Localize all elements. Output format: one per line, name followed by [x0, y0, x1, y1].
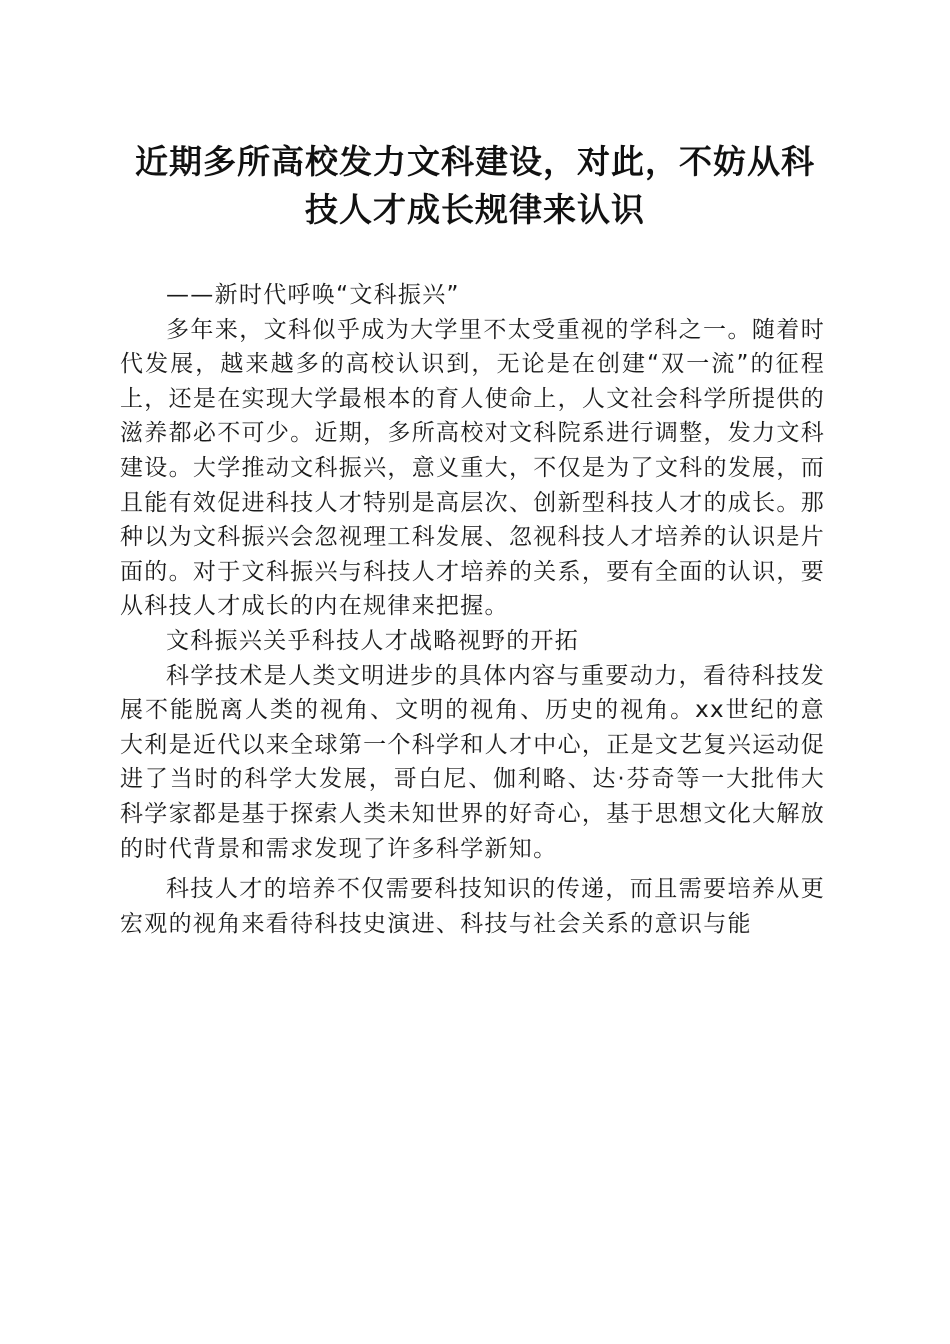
- paragraph-1: 多年来，文科似乎成为大学里不太受重视的学科之一。随着时代发展，越来越多的高校认识到，无论是在创建“双一流”的征程上，还是在实现大学最根本的育人使命上，人文社会科学所提供的滋养都必不可少。近期，多所高校对文科院系进行调整，发力文科建设。大学推动文科振兴，意义重大，不仅是为了文科的发展，而且能有效促进科技人才特别是高层次、创新型科技人才的成长。那种以为文科振兴会忽视理工科发展、忽视科技人才培养的认识是片面的。对于文科振兴与科技人才培养的关系，要有全面的认识，要从科技人才成长的内在规律来把握。: [120, 316, 825, 620]
- section-heading: 文科振兴关乎科技人才战略视野的开拓: [166, 627, 580, 654]
- subtitle: ——新时代呼唤“文科振兴”: [166, 282, 460, 308]
- paragraph-2: 科学技术是人类文明进步的具体内容与重要动力，看待科技发展不能脱离人类的视角、文明的视角、历史的视角。xx世纪的意大利是近代以来全球第一个科学和人才中心，正是文艺复兴运动促进了当时的科学大发展，哥白尼、伽利略、达·芬奇等一大批伟大科学家都是基于探索人类未知世界的好奇心，基于思想文化大解放的时代背景和需求发现了许多科学新知。: [120, 662, 825, 862]
- paragraph-3: 科技人才的培养不仅需要科技知识的传递，而且需要培养从更宏观的视角来看待科技史演进、科技与社会关系的意识与能: [120, 876, 825, 937]
- document-body: [120, 278, 825, 941]
- title-line-1: 近期多所高校发力文科建设，对此，不妨从科: [135, 142, 815, 181]
- title-line-2: 技人才成长规律来认识: [305, 190, 645, 229]
- document-title: [100, 138, 850, 234]
